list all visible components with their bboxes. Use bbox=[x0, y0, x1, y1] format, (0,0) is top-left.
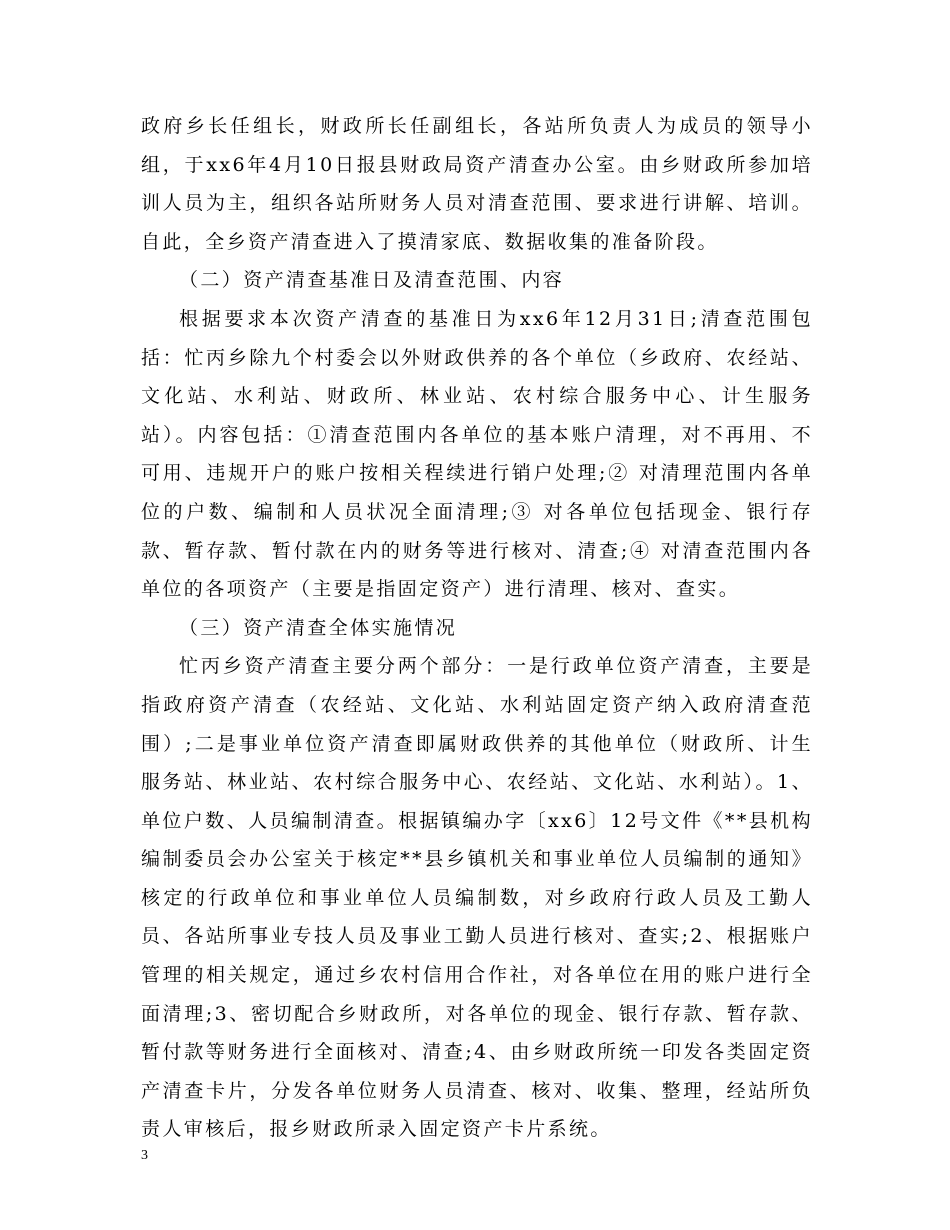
section-heading-2: （二）资产清查基准日及清查范围、内容 bbox=[179, 269, 565, 292]
paragraph-continuation: 政府乡长任组长，财政所长任副组长，各站所负责人为成员的领导小组，于xx6年4月10日报县财政局资产清查办公室。由乡财政所参加培训人员为主，组织各站所财务人员对清查范围、要求进行讲解、培训。自此，全乡资产清查进入了摸清家底、数据收集的准备阶段。 bbox=[141, 115, 813, 253]
paragraph-scope: 根据要求本次资产清查的基准日为xx6年12月31日;清查范围包括：忙丙乡除九个村委会以外财政供养的各个单位（乡政府、农经站、文化站、水利站、财政所、林业站、农村综合服务中心、计生服务站）。内容包括：①清查范围内各单位的基本账户清理，对不再用、不可用、违规开户的账户按相关程续进行销户处理;② 对清理范围内各单位的户数、编制和人员状况全面清理;③ 对各单位包括现金、银行存款、暂存款、暂付款在内的财务等进行核对、清查;④ 对清查范围内各单位的各项资产（主要是指固定资产）进行清理、核对、查实。 bbox=[141, 307, 813, 601]
paragraph-implementation: 忙丙乡资产清查主要分两个部分：一是行政单位资产清查，主要是指政府资产清查（农经站、文化站、水利站固定资产纳入政府清查范围）;二是事业单位资产清查即属财政供养的其他单位（财政所、计生服务站、林业站、农村综合服务中心、农经站、文化站、水利站）。1、单位户数、人员编制清查。根据镇编办字〔xx6〕12号文件《**县机构编制委员会办公室关于核定**县乡镇机关和事业单位人员编制的通知》核定的行政单位和事业单位人员编制数，对乡政府行政人员及工勤人员、各站所事业专技人员及事业工勤人员进行核对、查实;2、根据账户管理的相关规定，通过乡农村信用合作社，对各单位在用的账户进行全面清理;3、密切配合乡财政所，对各单位的现金、银行存款、暂存款、暂付款等财务进行全面核对、清查;4、由乡财政所统一印发各类固定资产清查卡片，分发各单位财务人员清查、核对、收集、整理，经站所负责人审核后，报乡财政所录入固定资产卡片系统。 bbox=[141, 655, 813, 1141]
document-body bbox=[141, 107, 813, 1149]
page-number: 3 bbox=[141, 1148, 148, 1163]
section-heading-3: （三）资产清查全体实施情况 bbox=[179, 616, 458, 639]
